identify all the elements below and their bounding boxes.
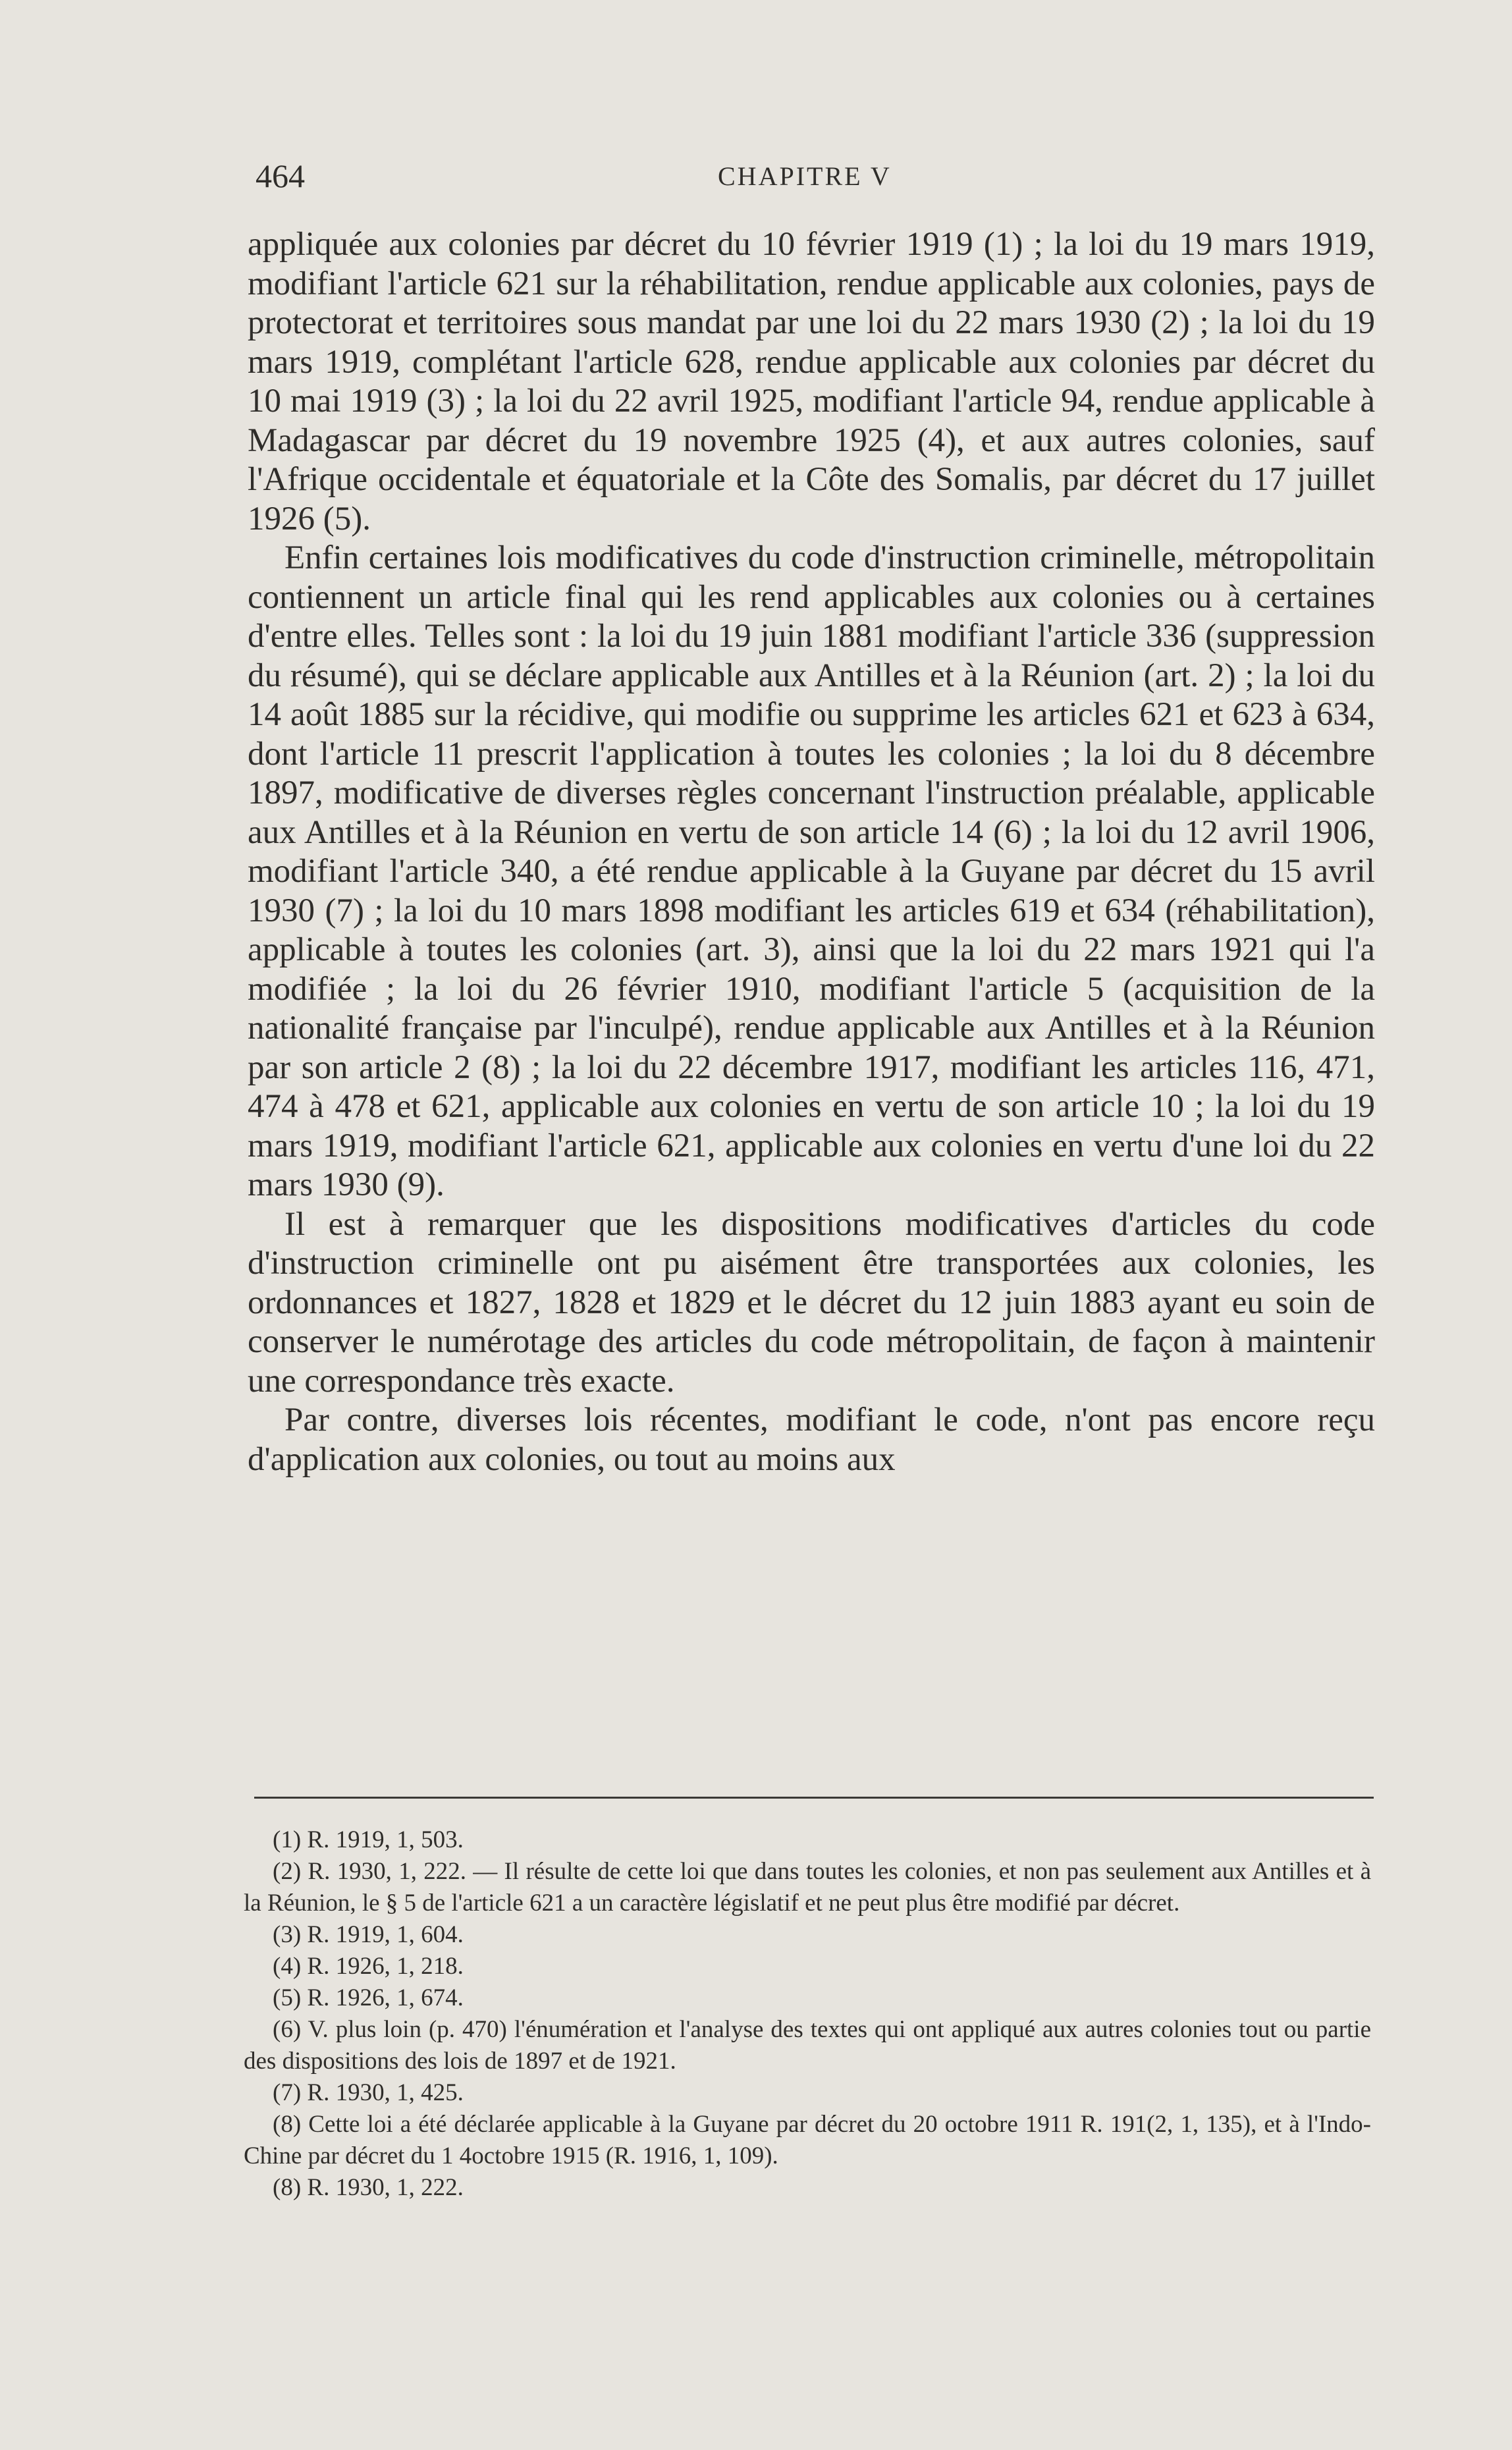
paragraph: Il est à remarquer que les dispositions modificatives d'articles du code d'instruction criminelle ont pu aisément être transportées aux colonies, les ordonnances et 1827, 1828 et 1829 et le décret du 12 juin 1883 ayant eu soin de conserver le numérotage des articles du code métropolitain, de façon à maintenir une correspondance très exacte.: [248, 1205, 1375, 1400]
footnote: (5) R. 1926, 1, 674.: [273, 1984, 464, 2011]
footnote: (3) R. 1919, 1, 604.: [273, 1921, 464, 1948]
footnote-divider: [254, 1797, 1374, 1799]
footnote: (6) V. plus loin (p. 470) l'énumération et l'analyse des textes qui ont appliqué aux autres colonies tout ou partie des dispositions des lois de 1897 et de 1921.: [244, 2016, 1371, 2075]
footnote: (1) R. 1919, 1, 503.: [273, 1826, 464, 1853]
paragraph: appliquée aux colonies par décret du 10 février 1919 (1) ; la loi du 19 mars 1919, modifiant l'article 621 sur la réhabilitation, rendue applicable aux colonies, pays de protectorat et territoires sous mandat par une loi du 22 mars 1930 (2) ; la loi du 19 mars 1919, complétant l'article 628, rendue applicable aux colonies par décret du 10 mai 1919 (3) ; la loi du 22 avril 1925, modifiant l'article 94, rendue applicable à Madagascar par décret du 19 novembre 1925 (4), et aux autres colonies, sauf l'Afrique occidentale et équatoriale et la Côte des Somalis, par décret du 17 juillet 1926 (5).: [248, 226, 1375, 537]
footnote: (2) R. 1930, 1, 222. — Il résulte de cette loi que dans toutes les colonies, et non pas seulement aux Antilles et à la Réunion, le § 5 de l'article 621 a un caractère législatif et ne peut plus être modifié par décret.: [244, 1858, 1371, 1917]
footnote: (8) Cette loi a été déclarée applicable à la Guyane par décret du 20 octobre 1911 R. 191(2, 1, 135), et à l'Indo-Chine par décret du 1 4octobre 1915 (R. 1916, 1, 109).: [244, 2111, 1371, 2169]
footnote: (8) R. 1930, 1, 222.: [273, 2174, 464, 2201]
paragraph: Enfin certaines lois modificatives du code d'instruction criminelle, métropolitain contiennent un article final qui les rend applicables aux colonies ou à certaines d'entre elles. Telles sont : la loi du 19 juin 1881 modifiant l'article 336 (suppression du résumé), qui se déclare applicable aux Antilles et à la Réunion (art. 2) ; la loi du 14 août 1885 sur la récidive, qui modifie ou supprime les articles 621 et 623 à 634, dont l'article 11 prescrit l'application à toutes les colonies ; la loi du 8 décembre 1897, modificative de diverses règles concernant l'instruction préalable, applicable aux Antilles et à la Réunion en vertu de son article 14 (6) ; la loi du 12 avril 1906, modifiant l'article 340, a été rendue applicable à la Guyane par décret du 15 avril 1930 (7) ; la loi du 10 mars 1898 modifiant les articles 619 et 634 (réhabilitation), applicable à toutes les colonies (art. 3), ainsi que la loi du 22 mars 1921 qui l'a modifiée ; la loi du 26 février 1910, modifiant l'article 5 (acquisition de la nationalité française par l'inculpé), rendue applicable aux Antilles et à la Réunion par son article 2 (8) ; la loi du 22 décembre 1917, modifiant les articles 116, 471, 474 à 478 et 621, applicable aux colonies en vertu de son article 10 ; la loi du 19 mars 1919, modifiant l'article 621, applicable aux colonies en vertu d'une loi du 22 mars 1930 (9).: [248, 539, 1375, 1203]
paragraph: Par contre, diverses lois récentes, modifiant le code, n'ont pas encore reçu d'application aux colonies, ou tout au moins aux: [248, 1402, 1375, 1478]
page-number: 464: [256, 157, 305, 194]
footnotes: [244, 1824, 1371, 2204]
running-head: CHAPITRE V: [718, 161, 892, 191]
body-text: [248, 225, 1375, 1479]
footnote: (4) R. 1926, 1, 218.: [273, 1953, 464, 1980]
footnote: (7) R. 1930, 1, 425.: [273, 2079, 464, 2106]
